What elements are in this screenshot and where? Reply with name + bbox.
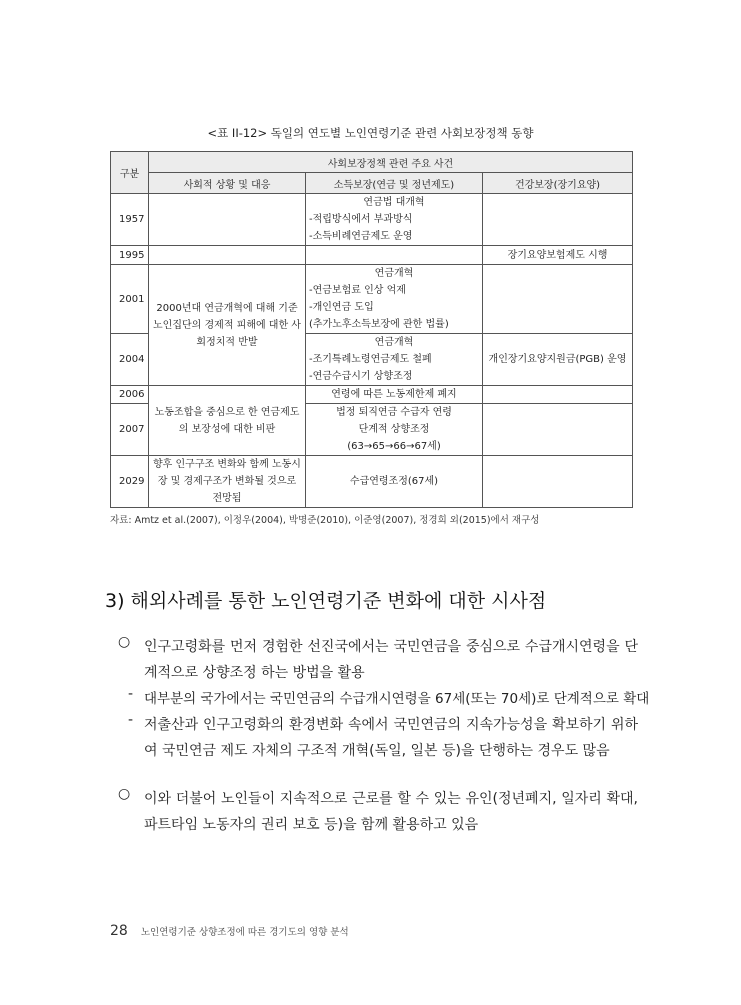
health-cell (483, 456, 633, 508)
bullet-item (118, 634, 638, 686)
bullet-text: 인구고령화를 먼저 경험한 선진국에서는 국민연금을 중심으로 수급개시연령을 단계적으로 상향조정 하는 방법을 활용 (144, 639, 638, 681)
income-cell: 수급연령조정(67세) (306, 456, 483, 508)
circle-bullet-icon: ○ (118, 786, 131, 802)
social-note: 2000년대 연금개혁에 대해 기준 노인집단의 경제적 피해에 대한 사회정치적 반발 (149, 265, 306, 386)
dash-text: 대부분의 국가에서는 국민연금의 수급개시연령을 67세(또는 70세)로 단계적으로 확대 (144, 691, 650, 707)
header-income: 소득보장(연금 및 정년제도) (306, 173, 483, 194)
dash-item (118, 686, 650, 712)
health-cell (483, 265, 633, 334)
social-cell (149, 194, 306, 246)
year-cell: 2001 (111, 265, 149, 334)
income-line: 단계적 상향조정 (358, 424, 430, 435)
income-line: -적립방식에서 부과방식 (309, 214, 413, 225)
income-line: 연금법 대개혁 (363, 197, 425, 208)
page-footer (110, 923, 349, 939)
header-social: 사회적 상황 및 대응 (149, 173, 306, 194)
health-cell (483, 194, 633, 246)
bullet-text: 이와 더불어 노인들이 지속적으로 근로를 할 수 있는 유인(정년폐지, 일자리 확대, 파트타임 노동자의 권리 보호 등)을 함께 활용하고 있음 (144, 791, 638, 833)
year-cell: 1995 (111, 246, 149, 265)
income-cell (306, 334, 483, 386)
income-line: 연금개혁 (374, 337, 414, 348)
health-cell: 개인장기요양지원금(PGB) 운영 (483, 334, 633, 386)
dash-text: 저출산과 인구고령화의 환경변화 속에서 국민연금의 지속가능성을 확보하기 위하여 국민연금 제도 자체의 구조적 개혁(독일, 일본 등)을 단행하는 경우도 많음 (144, 717, 638, 759)
table-row (111, 456, 633, 508)
source-note: 자료: Amtz et al.(2007), 이정우(2004), 박명준(2010), 이준영(2007), 정경희 외(2015)에서 재구성 (110, 515, 540, 526)
table-row (111, 265, 633, 334)
dash-bullet-icon: - (128, 686, 134, 702)
income-line: -연금보험료 인상 억제 (309, 285, 406, 296)
income-cell (306, 194, 483, 246)
year-cell: 2029 (111, 456, 149, 508)
income-cell: 연령에 따른 노동제한제 폐지 (306, 386, 483, 404)
circle-bullet-icon: ○ (118, 634, 131, 650)
header-group: 사회보장정책 관련 주요 사건 (149, 152, 633, 173)
income-cell (306, 404, 483, 456)
header-category: 구분 (111, 152, 149, 194)
income-line: 연금개혁 (374, 268, 414, 279)
year-cell: 2007 (111, 404, 149, 456)
footer-title: 노인연령기준 상향조정에 따른 경기도의 영향 분석 (140, 927, 349, 938)
income-line: -소득비례연금제도 운영 (309, 231, 413, 242)
health-cell (483, 404, 633, 456)
income-cell (306, 265, 483, 334)
dash-item (118, 712, 638, 764)
table-row (111, 386, 633, 404)
section-heading: 3) 해외사례를 통한 노인연령기준 변화에 대한 시사점 (105, 590, 547, 612)
year-cell: 1957 (111, 194, 149, 246)
income-line: (63→65→66→67세) (347, 441, 441, 452)
income-line: 법정 퇴직연금 수급자 연령 (336, 407, 452, 418)
table-row (111, 194, 633, 246)
income-line: -개인연금 도입 (309, 302, 374, 313)
header-health: 건강보장(장기요양) (483, 173, 633, 194)
income-line: -연금수급시기 상향조정 (309, 371, 413, 382)
policy-table (110, 151, 633, 508)
income-cell (306, 246, 483, 265)
year-cell: 2006 (111, 386, 149, 404)
year-cell: 2004 (111, 334, 149, 386)
income-line: (추가노후소득보장에 관한 법률) (309, 319, 449, 330)
table-caption: <표 II-12> 독일의 연도별 노인연령기준 관련 사회보장정책 동향 (207, 126, 534, 140)
social-note: 노동조합을 중심으로 한 연금제도의 보장성에 대한 비판 (149, 386, 306, 456)
health-cell: 장기요양보험제도 시행 (483, 246, 633, 265)
social-cell (149, 246, 306, 265)
bullet-item (118, 786, 638, 838)
social-note: 향후 인구구조 변화와 함께 노동시장 및 경제구조가 변화될 것으로 전망됨 (149, 456, 306, 508)
page-number: 28 (110, 923, 128, 939)
income-line: -조기특례노령연금제도 철폐 (309, 354, 432, 365)
table-row (111, 246, 633, 265)
dash-bullet-icon: - (128, 712, 134, 728)
health-cell (483, 386, 633, 404)
